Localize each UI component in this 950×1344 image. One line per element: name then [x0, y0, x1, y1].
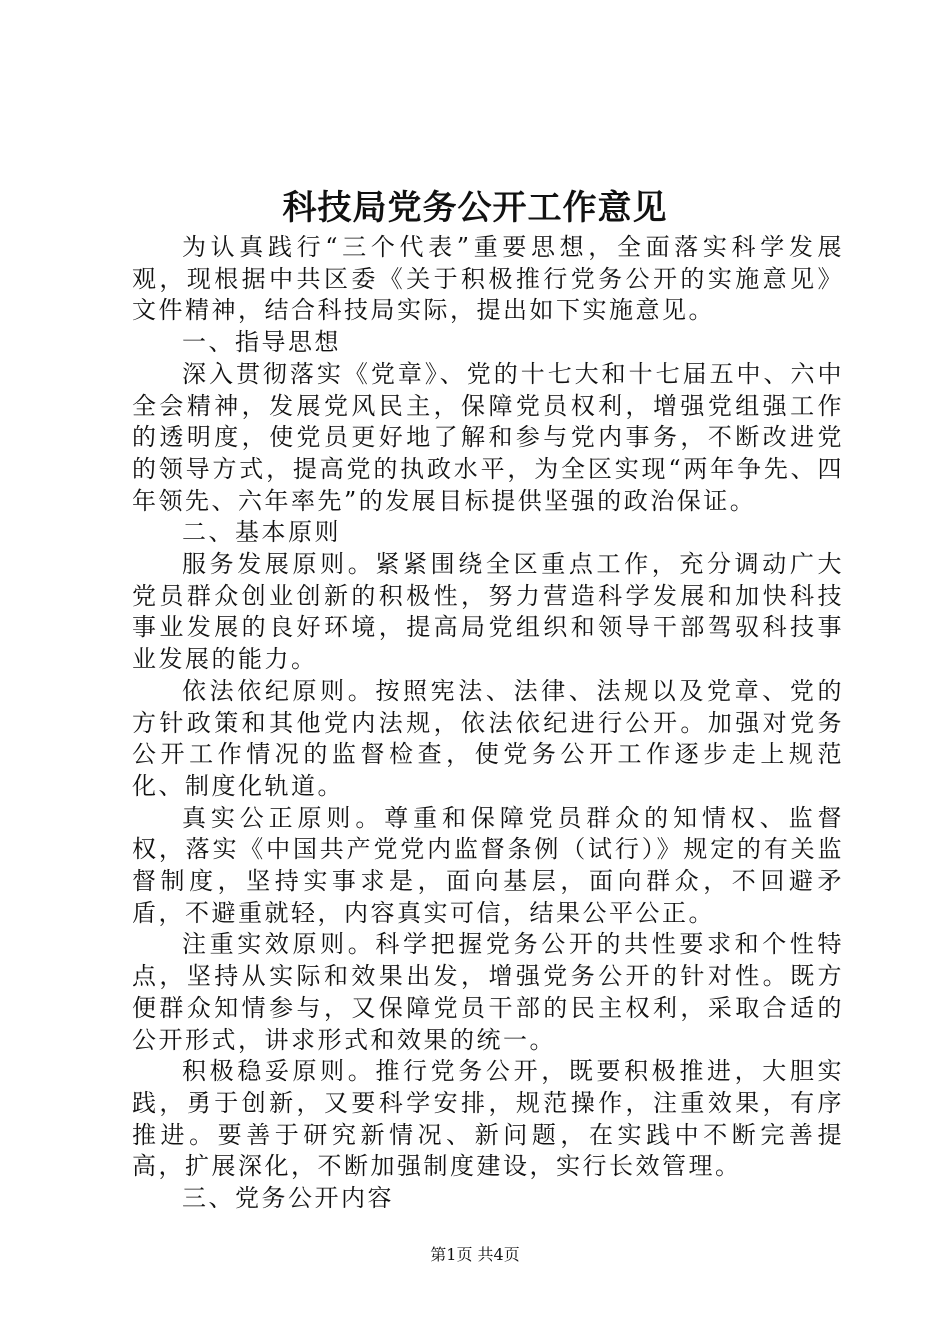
- paragraph-guiding-thought: 深入贯彻落实《党章》、党的十七大和十七届五中、六中全会精神，发展党风民主，保障党员权利，增强党组强工作的透明度，使党员更好地了解和参与党内事务，不断改进党的领导方式，提高党的执政水平，为全区实现“两年争先、四年领先、六年率先”的发展目标提供坚强的政治保证。: [132, 359, 844, 515]
- section-heading-content: 三、党务公开内容: [182, 1184, 394, 1213]
- paragraph-principle-steady: 积极稳妥原则。推行党务公开，既要积极推进，大胆实践，勇于创新，又要科学安排，规范操作，注重效果，有序推进。要善于研究新情况、新问题，在实践中不断完善提高，扩展深化，不断加强制度建设，实行长效管理。: [132, 1057, 844, 1181]
- paragraph-principle-effectiveness: 注重实效原则。科学把握党务公开的共性要求和个性特点，坚持从实际和效果出发，增强党务公开的针对性。既方便群众知情参与，又保障党员干部的民主权利，采取合适的公开形式，讲求形式和效果的统一。: [132, 930, 844, 1054]
- paragraph-principle-service: 服务发展原则。紧紧围绕全区重点工作，充分调动广大党员群众创业创新的积极性，努力营造科学发展和加快科技事业发展的良好环境，提高局党组织和领导干部驾驭科技事业发展的能力。: [132, 550, 844, 674]
- section-heading-guiding-thought: 一、指导思想: [182, 328, 341, 357]
- paragraph-intro: 为认真践行“三个代表”重要思想，全面落实科学发展观，现根据中共区委《关于积极推行党务公开的实施意见》文件精神，结合科技局实际，提出如下实施意见。: [132, 233, 844, 325]
- section-heading-basic-principles: 二、基本原则: [182, 518, 341, 547]
- paragraph-principle-fairness: 真实公正原则。尊重和保障党员群众的知情权、监督权，落实《中国共产党党内监督条例（试行）》规定的有关监督制度，坚持实事求是，面向基层，面向群众，不回避矛盾，不避重就轻，内容真实可信，结果公平公正。: [132, 803, 844, 927]
- page-footer: 第1页 共4页: [430, 1245, 520, 1264]
- document-title: 科技局党务公开工作意见: [282, 188, 668, 228]
- paragraph-principle-law: 依法依纪原则。按照宪法、法律、法规以及党章、党的方针政策和其他党内法规，依法依纪进行公开。加强对党务公开工作情况的监督检查，使党务公开工作逐步走上规范化、制度化轨道。: [132, 676, 844, 800]
- document-body: [132, 232, 844, 1215]
